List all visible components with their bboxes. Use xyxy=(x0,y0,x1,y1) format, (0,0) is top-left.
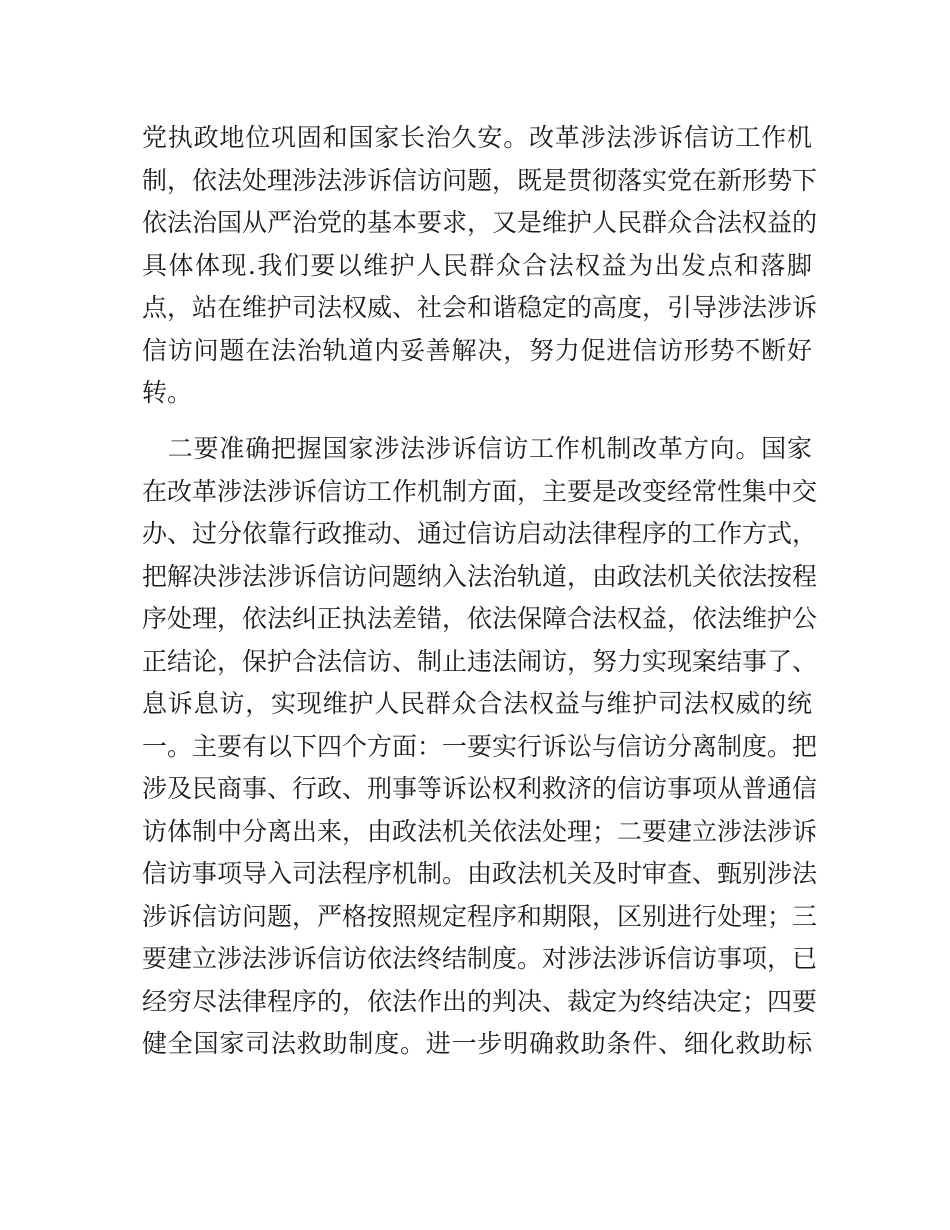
text-line: 息诉息访，实现维护人民群众合法权益与维护司法权威的统 xyxy=(142,689,812,718)
text-line: 一。主要有以下四个方面：一要实行诉讼与信访分离制度。把 xyxy=(142,731,818,761)
text-line: 信访问题在法治轨道内妥善解决，努力促进信访形势不断好 xyxy=(142,335,812,365)
paragraph-1 xyxy=(142,117,818,415)
text-line: 涉及民商事、行政、刑事等诉讼权利救济的信访事项从普通信 xyxy=(142,774,818,803)
text-line: 涉诉信访问题，严格按照规定程序和期限，区别进行处理；三 xyxy=(142,901,818,931)
text-line: 把解决涉法涉诉信访问题纳入法治轨道，由政法机关依法按程 xyxy=(142,561,818,591)
text-line: 转。 xyxy=(142,378,193,407)
text-line: 党执政地位巩固和国家长治久安。改革涉法涉诉信访工作机 xyxy=(142,123,812,152)
text-line: 正结论，保护合法信访、制止违法闹访，努力实现案结事了、 xyxy=(142,646,818,676)
text-line: 序处理，依法纠正执法差错，依法保障合法权益，依法维护公 xyxy=(142,604,818,633)
text-line: 具体体现.我们要以维护人民群众合法权益为出发点和落脚 xyxy=(142,250,812,280)
text-line: 点，站在维护司法权威、社会和谐稳定的高度，引导涉法涉诉 xyxy=(142,293,818,322)
text-line: 办、过分依靠行政推动、通过信访启动法律程序的工作方式， xyxy=(142,519,818,548)
text-line: 制，依法处理涉法涉诉信访问题，既是贯彻落实党在新形势下 xyxy=(142,165,818,195)
text-line: 要建立涉法涉诉信访依法终结制度。对涉法涉诉信访事项，已 xyxy=(142,944,818,973)
text-line: 二要准确把握国家涉法涉诉信访工作机制改革方向。国家 xyxy=(142,434,812,463)
text-line: 在改革涉法涉诉信访工作机制方面，主要是改变经常性集中交 xyxy=(142,476,818,506)
text-line: 访体制中分离出来，由政法机关依法处理；二要建立涉法涉诉 xyxy=(142,816,818,846)
text-line: 健全国家司法救助制度。进一步明确救助条件、细化救助标 xyxy=(142,1029,812,1058)
text-line: 信访事项导入司法程序机制。由政法机关及时审查、甄别涉法 xyxy=(142,859,818,888)
text-line: 经穷尽法律程序的，依法作出的判决、裁定为终结决定；四要 xyxy=(142,986,818,1016)
paragraph-2 xyxy=(142,428,818,1066)
text-line: 依法治国从严治党的基本要求，又是维护人民群众合法权益的 xyxy=(142,208,818,237)
